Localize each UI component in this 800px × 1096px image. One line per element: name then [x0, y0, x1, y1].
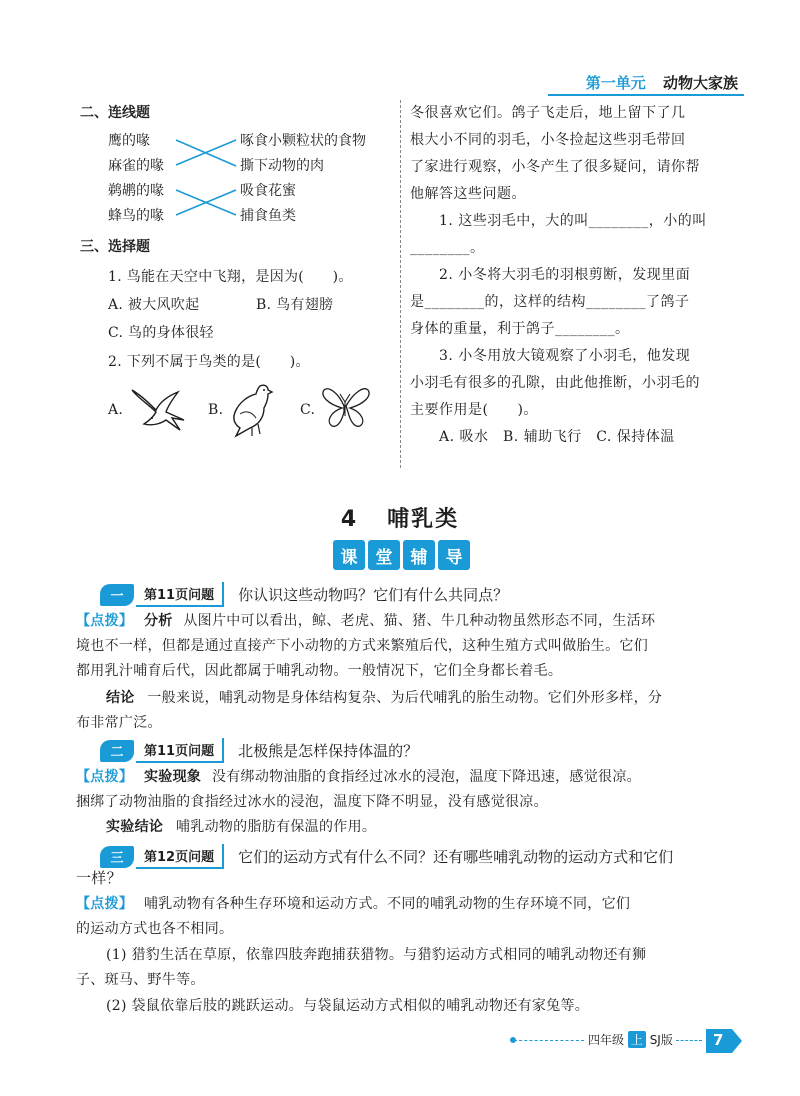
match-left-3: 鹈鹕的喙 [108, 183, 164, 199]
right-line-9: 身体的重量，利于鸽子________。 [410, 321, 630, 337]
q1-conclusion-text-1: 一般来说，哺乳动物是身体结构复杂、为后代哺乳的胎生动物。它们外形多样，分 [147, 690, 663, 706]
match-right-2: 撕下动物的肉 [240, 158, 324, 174]
footer-grade-text: 四年级 [588, 1033, 625, 1047]
footer-rule-left [514, 1040, 584, 1041]
section-matching-title: 二、连线题 [80, 105, 150, 121]
match-right-4: 捕食鱼类 [240, 208, 296, 224]
lesson-title [0, 502, 800, 533]
footer-grade [588, 1031, 673, 1048]
question-2-badge: 二 [100, 740, 134, 762]
question-3-text-2: 一样？ [76, 869, 122, 887]
unit-header [586, 72, 738, 93]
page-number-badge [704, 1027, 744, 1055]
question-1-badge: 一 [100, 584, 134, 606]
column-divider [400, 100, 401, 468]
match-left-2: 麻雀的喙 [108, 158, 164, 174]
q1-conclusion-label: 结论 [106, 690, 135, 706]
choice-q2-option-c: C. [300, 402, 316, 418]
banner-char-3: 辅 [403, 540, 435, 570]
choice-q1-option-b: B. 鸟有翅膀 [256, 297, 334, 313]
header-rule [548, 94, 744, 96]
section-choice-title: 三、选择题 [80, 239, 150, 255]
q1-analysis-label: 分析 [143, 613, 173, 629]
q1-analysis-line-3: 都用乳汁哺育后代，因此都属于哺乳动物。一般情况下，它们全身都长着毛。 [76, 663, 563, 679]
q2-result-line [106, 815, 376, 840]
lesson-name: 哺乳类 [387, 507, 460, 532]
choice-q2-option-b: B. [208, 402, 224, 418]
right-line-3: 了家进行观察，小冬产生了很多疑问，请你帮 [410, 159, 700, 175]
unit-number: 第一单元 [585, 74, 646, 92]
question-3-header [100, 844, 673, 869]
page-arrow-icon [704, 1027, 744, 1055]
q3-tip-line-2: 的运动方式也各不相同。 [76, 921, 234, 937]
q2-phenomenon-line-1 [76, 765, 641, 790]
q3-item-1-line-2: 子、斑马、野牛等。 [76, 972, 205, 988]
butterfly-icon [320, 384, 372, 432]
choice-q2-option-a: A. [108, 402, 124, 418]
q2-result-text: 哺乳动物的脂肪有保温的作用。 [175, 819, 377, 835]
choice-q2: 2. 下列不属于鸟类的是( )。 [108, 354, 310, 370]
footer-term: 上 [628, 1031, 646, 1048]
match-left-4: 蜂鸟的喙 [108, 208, 164, 224]
right-line-1: 冬很喜欢它们。鸽子飞走后，地上留下了几 [410, 105, 686, 121]
question-1-header [100, 582, 508, 607]
match-right-1: 啄食小颗粒状的食物 [240, 133, 366, 149]
swallow-icon [128, 380, 190, 436]
q1-analysis-line-2: 境也不一样，但都是通过直接产下小动物的方式来繁殖后代，这种生殖方式叫做胎生。它们 [76, 638, 648, 654]
q1-conclusion-line-1 [106, 686, 662, 711]
right-line-11: 小羽毛有很多的孔隙，由此他推断，小羽毛的 [410, 375, 700, 391]
right-line-6: ________。 [410, 240, 485, 256]
question-2-text: 北极熊是怎样保持体温的？ [238, 742, 419, 760]
right-line-12: 主要作用是( )。 [410, 402, 538, 418]
question-1-text: 你认识这些动物吗？它们有什么共同点？ [238, 586, 509, 604]
q2-tip-label: 【点拨】 [76, 769, 134, 785]
footer-rule-right [676, 1040, 702, 1041]
q3-tip-text-1: 哺乳动物有各种生存环境和运动方式。不同的哺乳动物的生存环境不同，它们 [143, 896, 631, 912]
banner-char-2: 堂 [368, 540, 400, 570]
right-line-10: 3. 小冬用放大镜观察了小羽毛，他发现 [410, 348, 691, 364]
banner-char-4: 导 [438, 540, 470, 570]
question-3-text-1: 它们的运动方式有什么不同？还有哪些哺乳动物的运动方式和它们 [238, 848, 674, 866]
match-right-3: 吸食花蜜 [240, 183, 296, 199]
q3-tip-line-1 [76, 892, 630, 917]
choice-q1: 1. 鸟能在天空中飞翔，是因为( )。 [108, 269, 353, 285]
q3-tip-label: 【点拨】 [76, 896, 134, 912]
right-line-13: A. 吸水 B. 辅助飞行 C. 保持体温 [410, 429, 675, 445]
q2-result-label: 实验结论 [106, 819, 164, 835]
footer-edition: SJ版 [649, 1033, 673, 1047]
question-1-label: 第11页问题 [136, 582, 224, 607]
match-left-1: 鹰的喙 [108, 133, 150, 149]
q1-tip-label: 【点拨】 [76, 613, 134, 629]
right-line-7: 2. 小冬将大羽毛的羽根剪断，发现里面 [410, 267, 691, 283]
right-line-2: 根大小不同的羽毛，小冬捡起这些羽毛带回 [410, 132, 686, 148]
q2-phenomenon-line-2: 捆绑了动物油脂的食指经过冰水的浸泡，温度下降不明显，没有感觉很凉。 [76, 794, 548, 810]
right-line-8: 是________的，这样的结构________了鸽子 [410, 294, 690, 310]
choice-q1-option-c: C. 鸟的身体很轻 [108, 325, 214, 341]
q1-conclusion-line-2: 布非常广泛。 [76, 715, 162, 731]
q1-analysis-text-1: 从图片中可以看出，鲸、老虎、猫、猪、牛几种动物虽然形态不同，生活环 [183, 613, 656, 629]
right-line-4: 他解答这些问题。 [410, 186, 526, 202]
pigeon-icon [226, 380, 274, 440]
question-2-header [100, 738, 418, 763]
page-number: 7 [713, 1031, 724, 1049]
question-3-label: 第12页问题 [136, 844, 224, 869]
q2-phenomenon-label: 实验现象 [143, 769, 202, 785]
q2-phenomenon-text-1: 没有绑动物油脂的食指经过冰水的浸泡，温度下降迅速，感觉很凉。 [211, 769, 641, 785]
banner-char-1: 课 [333, 540, 365, 570]
q1-analysis-line-1 [76, 609, 655, 634]
lesson-number: 4 [340, 507, 359, 532]
matching-lines [174, 130, 240, 226]
choice-q1-option-a: A. 被大风吹起 [108, 297, 200, 313]
q3-item-2: (2) 袋鼠依靠后肢的跳跃运动。与袋鼠运动方式相似的哺乳动物还有家兔等。 [106, 998, 590, 1014]
section-banner [333, 540, 470, 570]
right-line-5: 1. 这些羽毛中，大的叫________，小的叫 [410, 213, 707, 229]
unit-title: 动物大家族 [662, 74, 738, 92]
q3-item-1-line-1: (1) 猎豹生活在草原，依靠四肢奔跑捕获猎物。与猎豹运动方式相同的哺乳动物还有狮 [106, 947, 647, 963]
question-3-badge: 三 [100, 846, 134, 868]
question-2-label: 第11页问题 [136, 738, 224, 763]
